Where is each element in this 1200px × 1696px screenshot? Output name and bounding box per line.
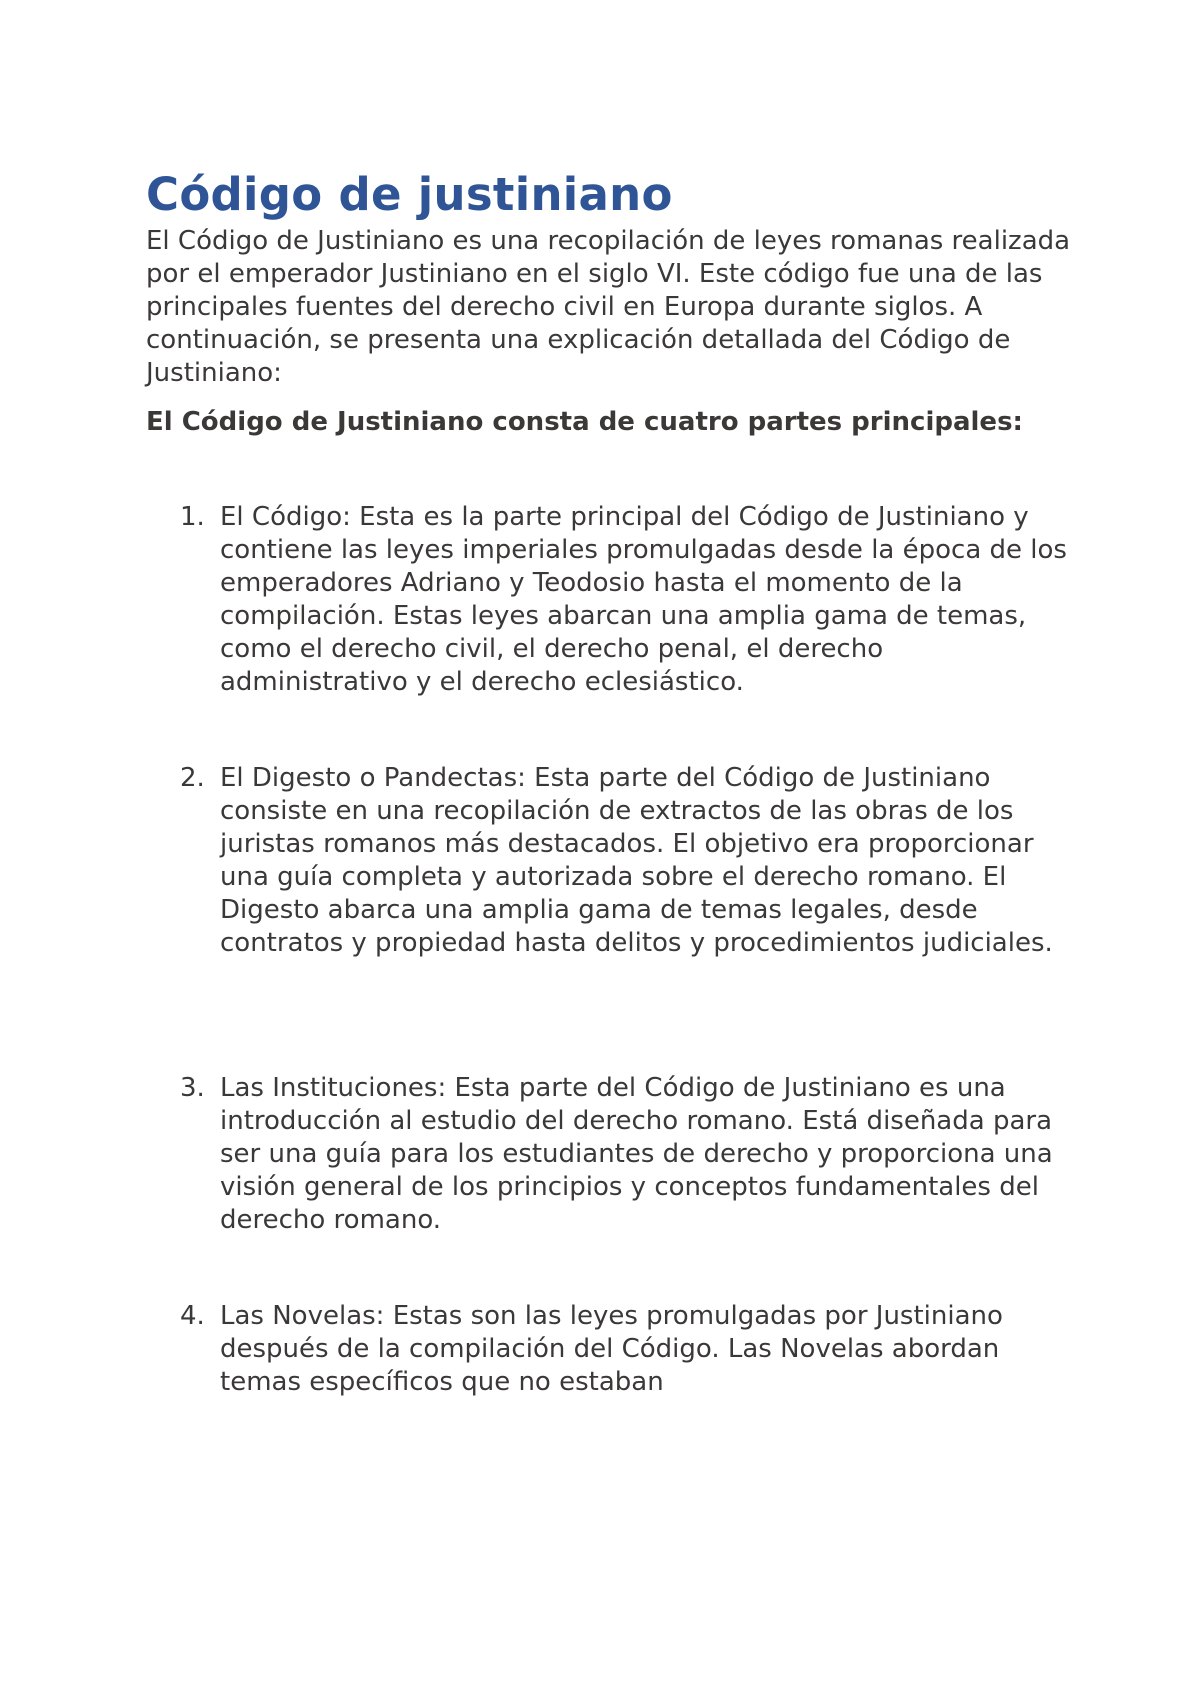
list-item-text: Las Instituciones: Esta parte del Código de Justiniano es una introducción al estudio del derecho romano. Está diseñada para ser una guía para los estudiantes de derecho y proporciona una visión general de los principios y conceptos fundamentales del derecho romano. [220, 1073, 1053, 1235]
list-item [146, 1072, 1076, 1237]
list-item [146, 501, 1076, 699]
list-item-number: 2. [180, 763, 205, 793]
list-item [146, 762, 1076, 960]
document-title: Código de justiniano [146, 168, 673, 221]
list-item [146, 1300, 1076, 1399]
list-item-text: Las Novelas: Estas son las leyes promulgadas por Justiniano después de la compilación del Código. Las Novelas abordan temas específicos que no estaban [220, 1301, 1003, 1397]
list-item-number: 4. [180, 1301, 205, 1331]
section-subheading: El Código de Justiniano consta de cuatro partes principales: [146, 407, 1023, 437]
parts-list [146, 501, 1076, 1399]
list-item-text: El Digesto o Pandectas: Esta parte del Código de Justiniano consiste en una recopilación de extractos de las obras de los juristas romanos más destacados. El objetivo era proporcionar una guía completa y autorizada sobre el derecho romano. El Digesto abarca una amplia gama de temas legales, desde contratos y propiedad hasta delitos y procedimientos judiciales. [220, 763, 1053, 958]
document-page [146, 165, 1076, 1399]
intro-paragraph: El Código de Justiniano es una recopilación de leyes romanas realizada por el emperador Justiniano en el siglo VI. Este código fue una de las principales fuentes del derecho civil en Europa durante siglos. A continuación, se presenta una explicación detallada del Código de Justiniano: [146, 226, 1071, 388]
list-item-text: El Código: Esta es la parte principal del Código de Justiniano y contiene las leyes imperiales promulgadas desde la época de los emperadores Adriano y Teodosio hasta el momento de la compilación. Estas leyes abarcan una amplia gama de temas, como el derecho civil, el derecho penal, el derecho administrativo y el derecho eclesiástico. [220, 502, 1067, 697]
list-item-number: 3. [180, 1073, 205, 1103]
list-item-number: 1. [180, 502, 205, 532]
